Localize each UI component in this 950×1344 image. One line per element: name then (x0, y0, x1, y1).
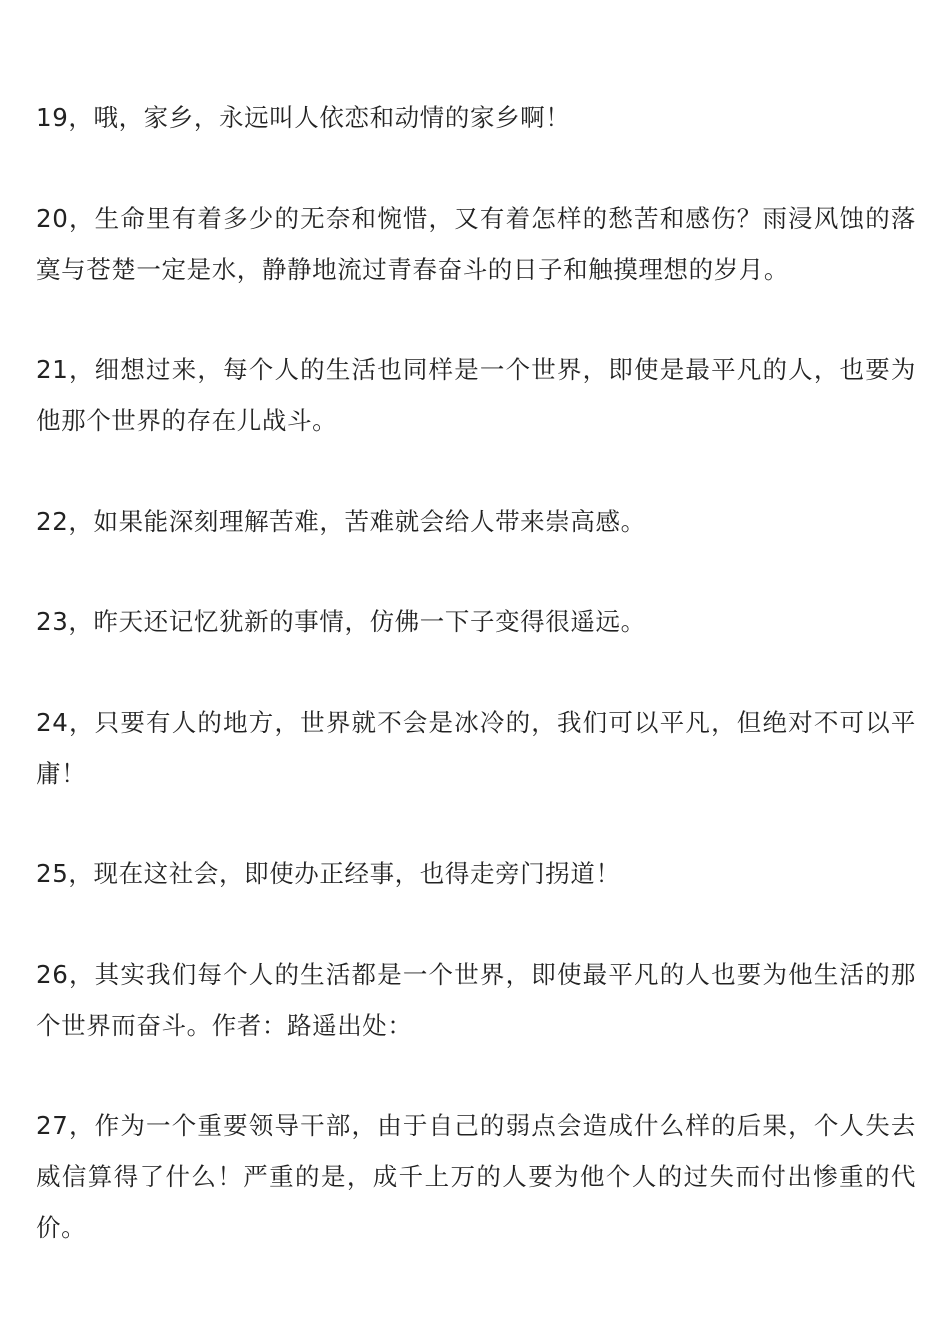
quote-paragraph-19: 19，哦，家乡，永远叫人依恋和动情的家乡啊！ (36, 103, 571, 132)
quote-paragraph-26: 26，其实我们每个人的生活都是一个世界，即使最平凡的人也要为他生活的那个世界而奋斗。作者：路遥出处： (36, 959, 916, 1040)
quote-paragraph-24: 24，只要有人的地方，世界就不会是冰冷的，我们可以平凡，但绝对不可以平庸！ (36, 707, 916, 788)
quote-paragraph-27: 27，作为一个重要领导干部，由于自己的弱点会造成什么样的后果，个人失去威信算得了什么！严重的是，成千上万的人要为他个人的过失而付出惨重的代价。 (36, 1111, 916, 1242)
quote-paragraph-23: 23，昨天还记忆犹新的事情，仿佛一下子变得很遥远。 (36, 607, 646, 636)
quote-paragraph-25: 25，现在这社会，即使办正经事，也得走旁门拐道！ (36, 859, 621, 888)
quote-paragraph-21: 21，细想过来，每个人的生活也同样是一个世界，即使是最平凡的人，也要为他那个世界的存在儿战斗。 (36, 355, 916, 435)
quote-paragraph-22: 22，如果能深刻理解苦难，苦难就会给人带来崇高感。 (36, 506, 646, 536)
document-body (36, 92, 916, 1303)
quote-paragraph-20: 20，生命里有着多少的无奈和惋惜，又有着怎样的愁苦和感伤？雨浸风蚀的落寞与苍楚一定是水，静静地流过青春奋斗的日子和触摸理想的岁月。 (36, 203, 916, 284)
